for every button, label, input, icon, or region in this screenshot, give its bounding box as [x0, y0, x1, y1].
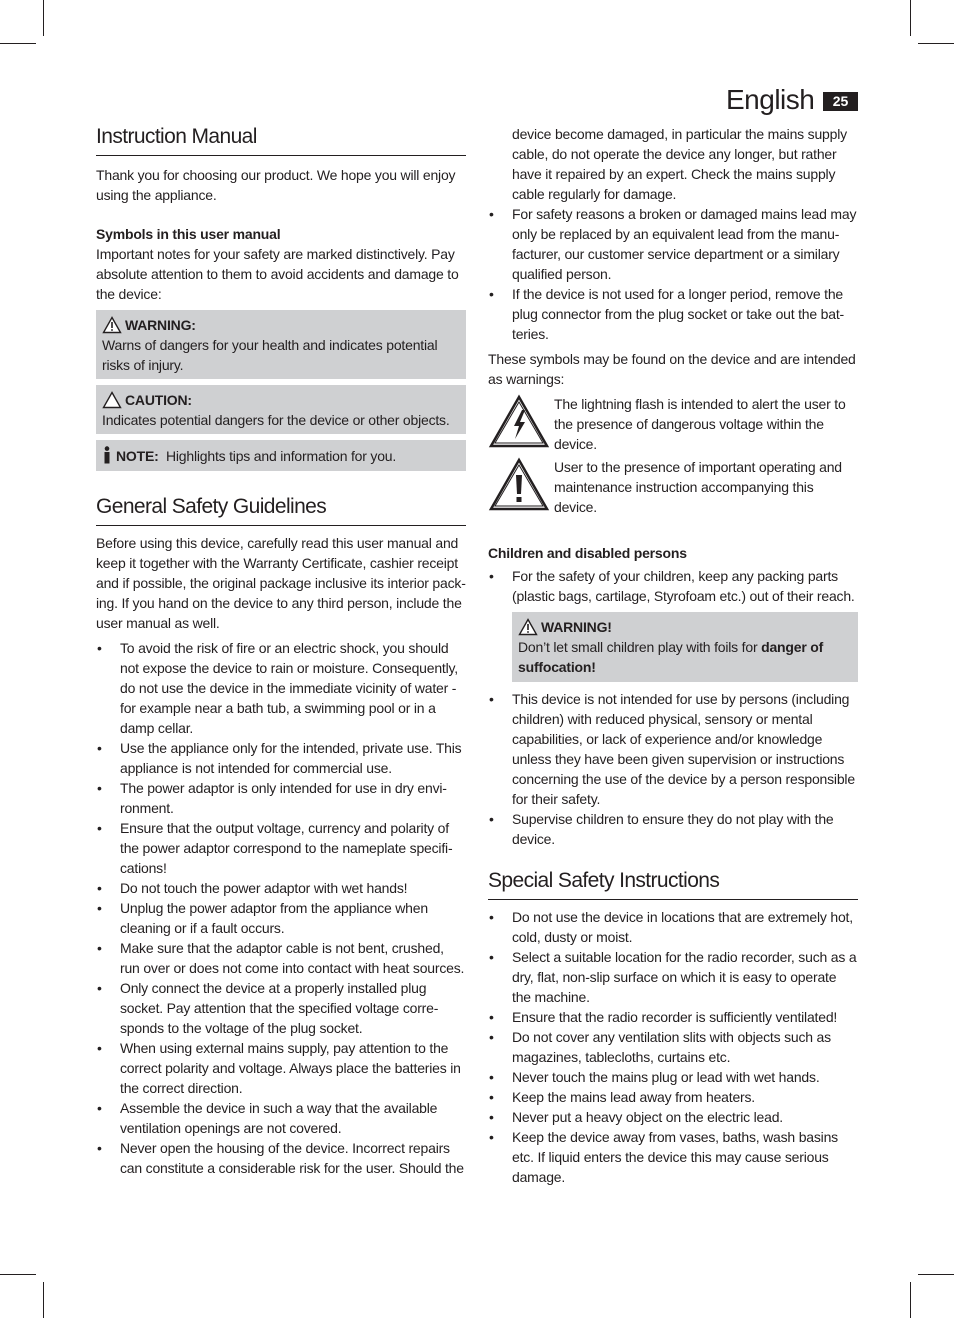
children-warning-box	[512, 612, 858, 682]
list-item: • When using external mains supply, pay attention to the correct polarity and voltage. Always place the batteries in the correct direction.	[96, 1038, 466, 1098]
lightning-warning-icon	[488, 394, 550, 450]
instruction-manual-heading: Instruction Manual	[96, 122, 466, 156]
list-item: • For safety reasons a broken or damaged mains lead may only be replaced by an equivalent lead from the manufacturer, our customer service department or a similary qualified person.	[488, 204, 858, 284]
lightning-text: The lightning flash is intended to alert the user to the presence of dangerous voltage within the device.	[554, 396, 846, 452]
lightning-symbol-row	[488, 394, 858, 455]
list-item: • Do not touch the power adaptor with wet hands!	[96, 878, 466, 898]
language-header: English	[726, 84, 815, 115]
exclamation-symbol-row	[488, 457, 858, 518]
intro-paragraph: Thank you for choosing our product. We hope you will enjoy using the appliance.	[96, 167, 456, 203]
caution-triangle-icon	[102, 391, 122, 409]
list-item: • Ensure that the radio recorder is sufficiently ventilated!	[488, 1007, 858, 1027]
crop-mark	[0, 43, 36, 44]
list-item: • Assemble the device in such a way that the available ventilation openings are not covered.	[96, 1098, 466, 1138]
children-warning-title: WARNING!	[541, 619, 612, 635]
continued-list	[488, 124, 858, 344]
warning-triangle-icon	[102, 316, 122, 334]
children-warning-text: Don’t let small children play with foils for danger of suffocation!	[518, 639, 824, 675]
list-item: • Do not cover any ventilation slits with objects such as magazines, tablecloths, curtains etc.	[488, 1027, 858, 1067]
list-item: • Never touch the mains plug or lead with wet hands.	[488, 1067, 858, 1087]
caution-text: Indicates potential dangers for the device or other objects.	[102, 412, 450, 428]
note-box	[96, 440, 466, 471]
right-column	[488, 124, 858, 1187]
general-safety-heading: General Safety Guidelines	[96, 492, 466, 526]
note-title: NOTE:	[116, 448, 159, 464]
crop-mark	[0, 1274, 36, 1275]
list-item-continued: device become damaged, in particular the mains supply cable, do not operate the device any longer, but rather have it repaired by an expert. Check the mains supply cable regularly for damage.	[512, 126, 847, 202]
warning-triangle-icon	[518, 618, 538, 636]
list-item: • Ensure that the output voltage, currency and polarity of the power adaptor correspond to the nameplate specifications!	[96, 818, 466, 878]
list-item: • Never put a heavy object on the electric lead.	[488, 1107, 858, 1127]
exclamation-warning-icon	[488, 457, 550, 513]
list-item: • Never open the housing of the device. Incorrect repairs can constitute a considerable risk for the user. Should the	[96, 1138, 466, 1178]
list-item: • Keep the mains lead away from heaters.	[488, 1087, 858, 1107]
crop-mark	[918, 1274, 954, 1275]
list-item: • Unplug the power adaptor from the appliance when cleaning or if a fault occurs.	[96, 898, 466, 938]
exclamation-text: User to the presence of important operating and maintenance instruction accompanying this device.	[554, 459, 842, 515]
list-item: • Make sure that the adaptor cable is not bent, crushed, run over or does not come into contact with heat sources.	[96, 938, 466, 978]
list-item: • Select a suitable location for the radio recorder, such as a dry, flat, non-slip surface on which it is easy to operate the machine.	[488, 947, 858, 1007]
warning-title: WARNING:	[125, 317, 196, 333]
list-item: • To avoid the risk of fire or an electric shock, you should not expose the device to rain or moisture. Consequently, do not use the device in the immediate vicinity of water - for example near a bath tub, a swimming pool or in a damp cellar.	[96, 638, 466, 738]
crop-mark	[910, 1282, 911, 1318]
list-item: • Keep the device away from vases, baths, wash basins etc. If liquid enters the device this may cause serious damage.	[488, 1127, 858, 1187]
warning-text: Warns of dangers for your health and indicates potential risks of injury.	[102, 337, 438, 373]
caution-title: CAUTION:	[125, 392, 192, 408]
left-column	[96, 120, 466, 1178]
list-item: • The power adaptor is only intended for use in dry environment.	[96, 778, 466, 818]
list-item: • Only connect the device at a properly installed plug socket. Pay attention that the specified voltage corresponds to the voltage of the plug socket.	[96, 978, 466, 1038]
list-item: • Supervise children to ensure they do not play with the device.	[488, 809, 858, 849]
page-number: 25	[823, 92, 858, 111]
list-item: • Do not use the device in locations that are extremely hot, cold, dusty or moist.	[488, 907, 858, 947]
warning-box	[96, 310, 466, 379]
symbols-heading: Symbols in this user manual	[96, 226, 281, 242]
note-text: Highlights tips and information for you.	[165, 448, 397, 464]
list-item: • This device is not intended for use by persons (including children) with reduced physical, sensory or mental capabilities, or lack of experience and/or knowledge unless they have been given supervision or instructions concerning the use of the device by a person responsible for their safety.	[488, 689, 858, 809]
children-list	[488, 566, 858, 606]
crop-mark	[43, 1282, 44, 1318]
general-safety-list	[96, 638, 466, 1178]
crop-mark	[910, 0, 911, 36]
symbols-paragraph: Important notes for your safety are marked distinctively. Pay absolute attention to them to avoid accidents and damage to the device:	[96, 246, 459, 302]
children-heading: Children and disabled persons	[488, 545, 687, 561]
children-list-more	[488, 689, 858, 849]
list-item: • Use the appliance only for the intended, private use. This appliance is not intended for commercial use.	[96, 738, 466, 778]
list-item: • If the device is not used for a longer period, remove the plug connector from the plug socket or take out the batteries.	[488, 284, 858, 344]
crop-mark	[918, 43, 954, 44]
info-icon	[102, 446, 112, 464]
general-safety-intro: Before using this device, carefully read this user manual and keep it together with the Warranty Certificate, cashier receipt and if possible, the original package inclusive its interior packing. If you hand on the device to any third person, include the user manual as well.	[96, 535, 466, 631]
caution-box	[96, 385, 466, 434]
special-safety-heading: Special Safety Instructions	[488, 866, 858, 900]
symbols-intro: These symbols may be found on the device and are intended as warnings:	[488, 351, 856, 387]
crop-mark	[43, 0, 44, 36]
list-item: • For the safety of your children, keep any packing parts (plastic bags, cartilage, Styrofoam etc.) out of their reach.	[488, 566, 858, 606]
special-safety-list	[488, 907, 858, 1187]
